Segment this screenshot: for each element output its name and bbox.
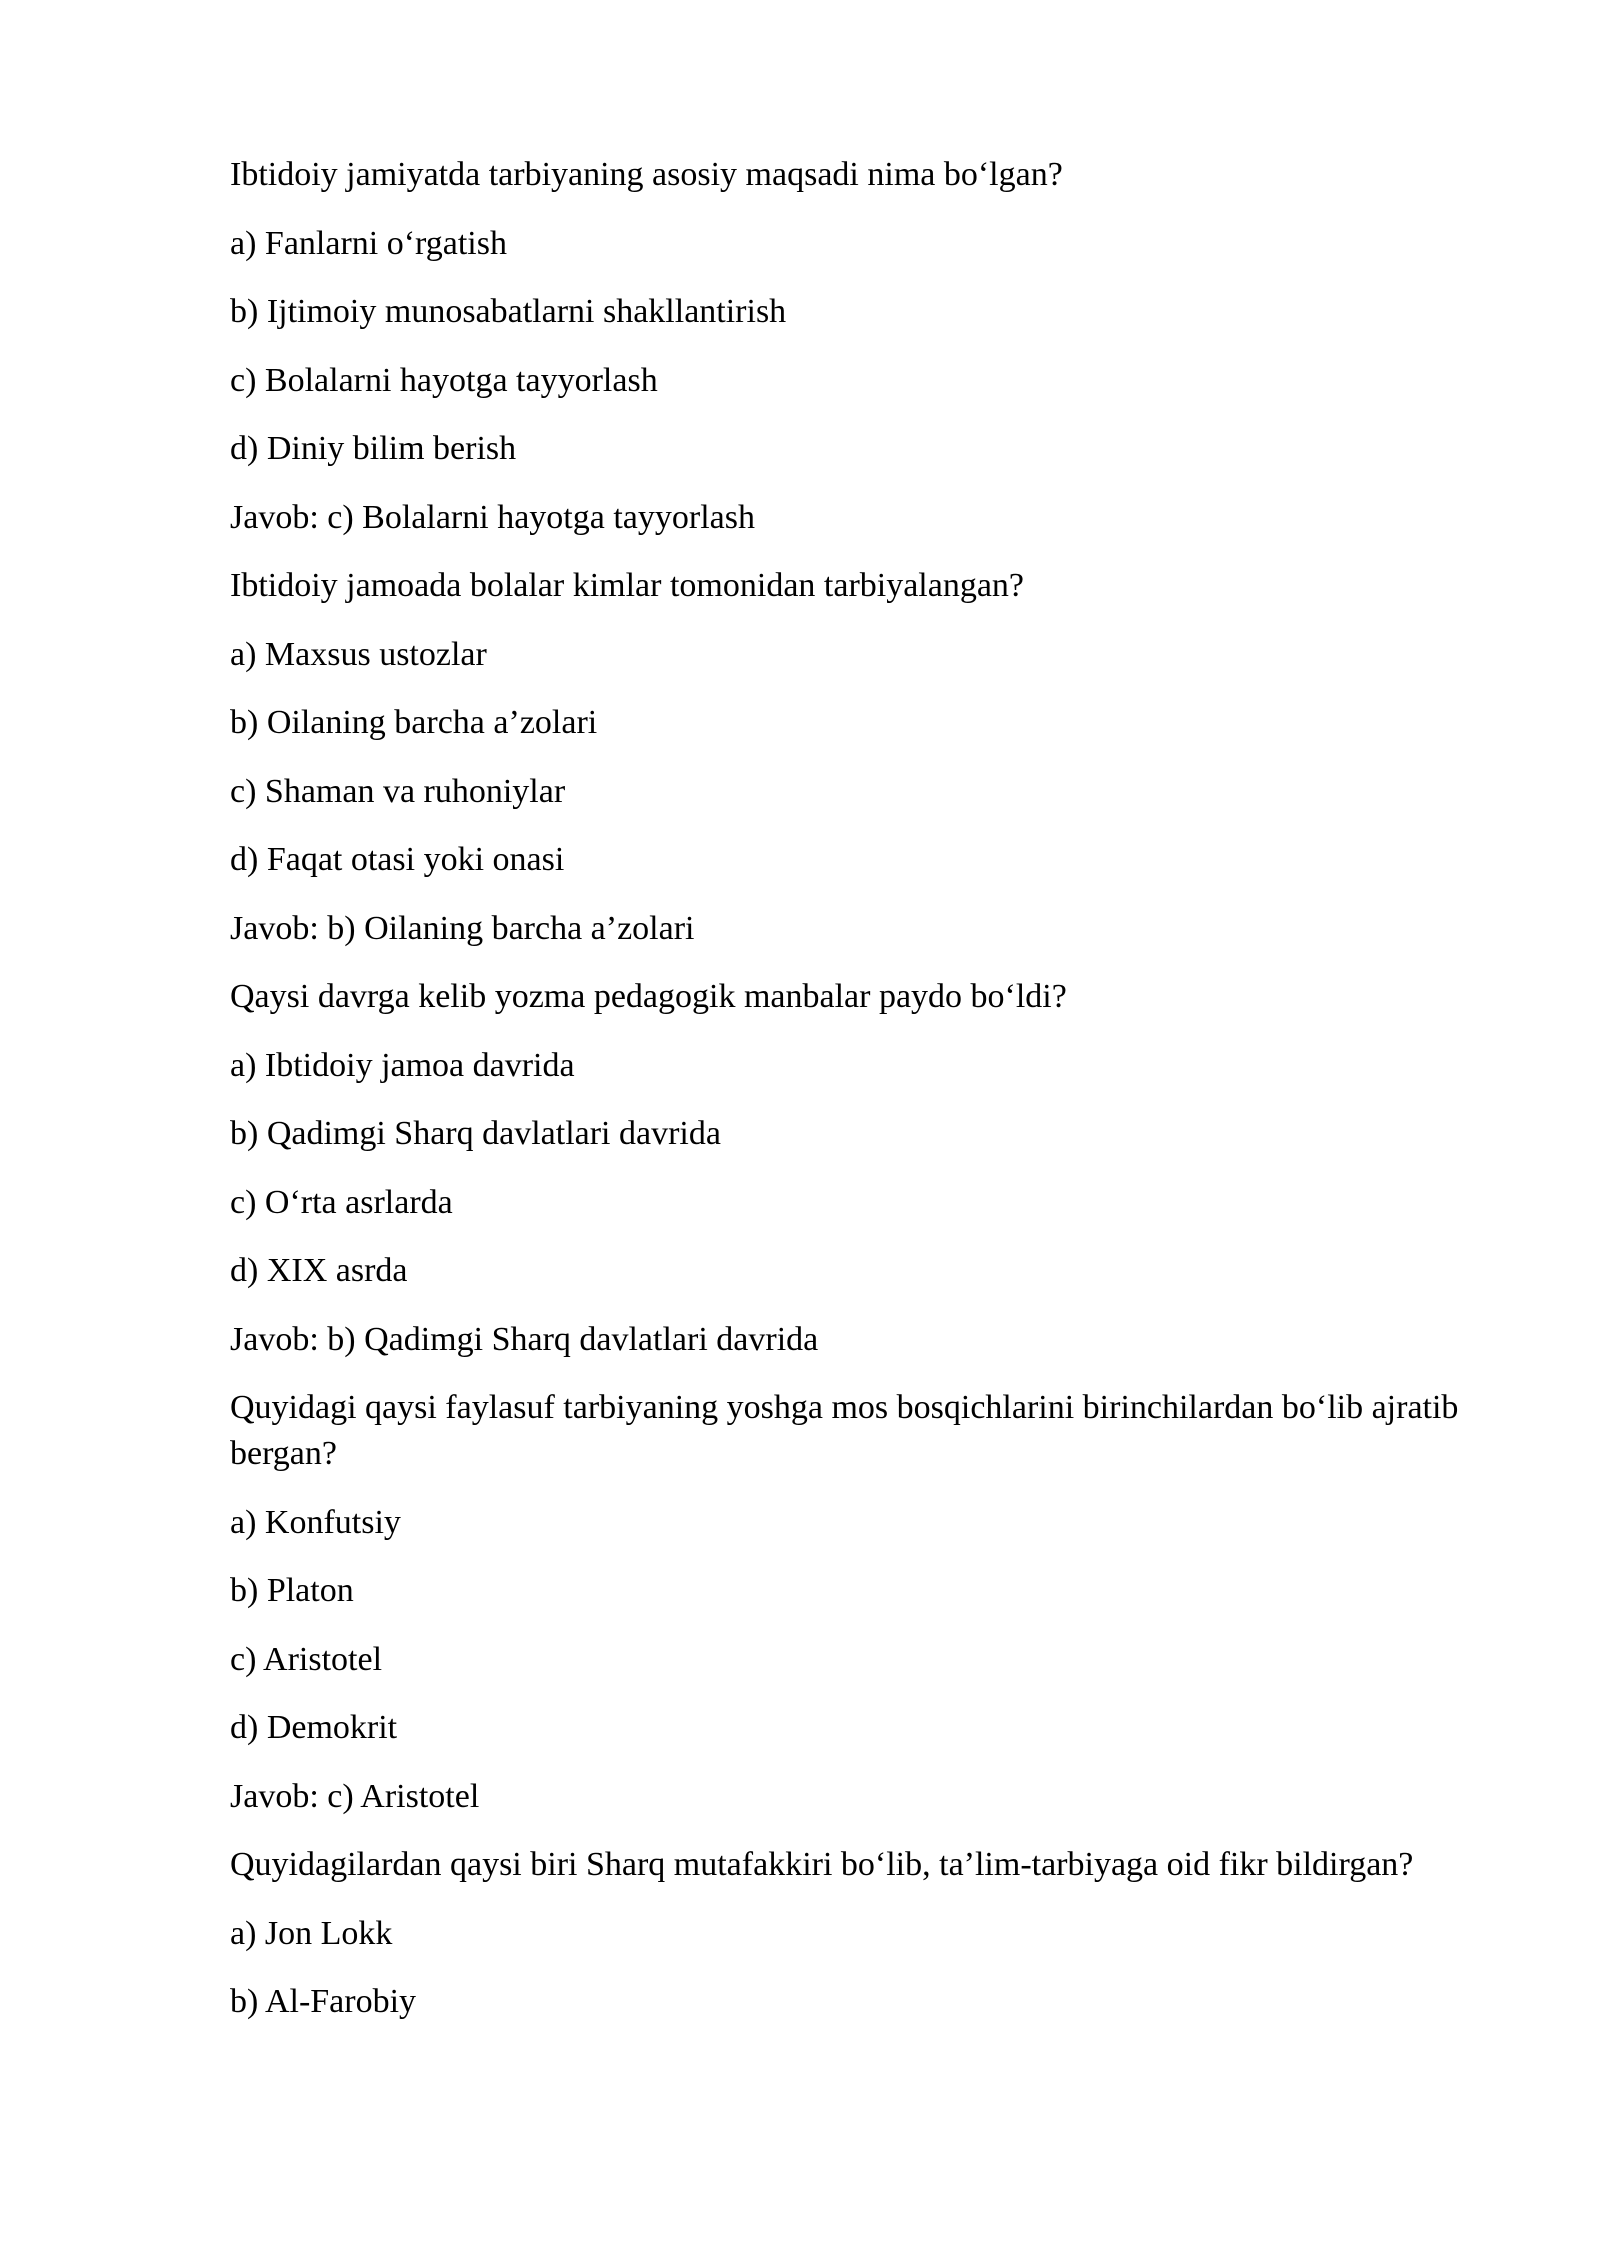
document-content [230, 152, 1500, 2048]
answer-option: a) Ibtidoiy jamoa davrida [230, 1046, 575, 1084]
correct-answer: Javob: c) Aristotel [230, 1777, 480, 1815]
answer-option: b) Qadimgi Sharq davlatlari davrida [230, 1115, 721, 1152]
answer-option: d) Diniy bilim berish [230, 430, 517, 467]
question-text: Ibtidoiy jamiyatda tarbiyaning asosiy maqsadi nima bo‘lgan? [230, 156, 1063, 193]
answer-option: c) Bolalarni hayotga tayyorlash [230, 361, 658, 399]
answer-option: c) O‘rta asrlarda [230, 1183, 453, 1221]
answer-option: c) Shaman va ruhoniylar [230, 772, 566, 810]
answer-option: d) Faqat otasi yoki onasi [230, 841, 565, 878]
question-text: Quyidagilardan qaysi biri Sharq mutafakkiri bo‘lib, ta’lim-tarbiyaga oid fikr bildirgan? [230, 1846, 1414, 1883]
answer-option: b) Oilaning barcha a’zolari [230, 704, 598, 741]
correct-answer: Javob: b) Qadimgi Sharq davlatlari davrida [230, 1320, 819, 1358]
question-text: Quyidagi qaysi faylasuf tarbiyaning yoshga mos bosqichlarini birinchilardan bo‘lib ajratib bergan? [230, 1389, 1459, 1472]
question-text: Ibtidoiy jamoada bolalar kimlar tomonidan tarbiyalangan? [230, 567, 1025, 604]
answer-option: d) XIX asrda [230, 1252, 408, 1289]
answer-option: a) Fanlarni o‘rgatish [230, 224, 507, 262]
answer-option: c) Aristotel [230, 1640, 383, 1678]
answer-option: d) Demokrit [230, 1709, 398, 1746]
answer-option: a) Maxsus ustozlar [230, 635, 487, 673]
answer-option: b) Al-Farobiy [230, 1983, 417, 2020]
answer-option: a) Konfutsiy [230, 1503, 401, 1541]
correct-answer: Javob: b) Oilaning barcha a’zolari [230, 909, 695, 947]
answer-option: b) Ijtimoiy munosabatlarni shakllantirish [230, 293, 787, 330]
answer-option: b) Platon [230, 1572, 354, 1609]
question-text: Qaysi davrga kelib yozma pedagogik manbalar paydo bo‘ldi? [230, 978, 1067, 1015]
answer-option: a) Jon Lokk [230, 1914, 393, 1952]
correct-answer: Javob: c) Bolalarni hayotga tayyorlash [230, 498, 755, 536]
